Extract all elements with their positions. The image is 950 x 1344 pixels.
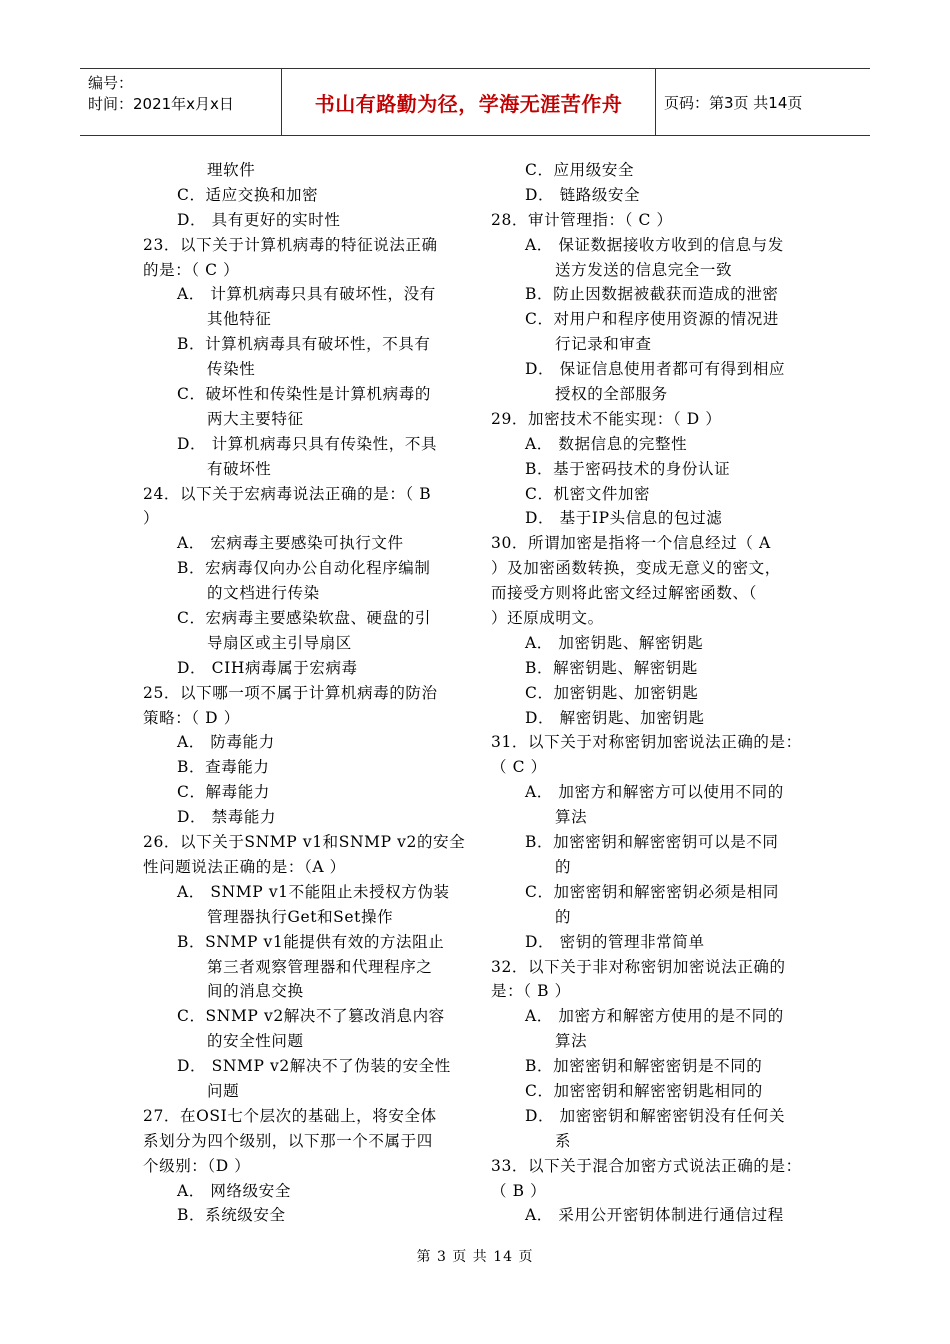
text-line: 24．以下关于宏病毒说法正确的是：（ B (143, 484, 432, 503)
text-line: （ C ） (491, 758, 547, 777)
text-line: 31．以下关于对称密钥加密说法正确的是： (491, 733, 802, 752)
text-line: D． 链路级安全 (525, 185, 641, 204)
text-line: C．对用户和程序使用资源的情况进 (525, 310, 779, 329)
text-line: C．解毒能力 (177, 783, 270, 802)
text-line: 系 (555, 1131, 572, 1150)
text-line: A． SNMP v1不能阻止未授权方伪装 (177, 882, 450, 901)
doc-number-label: 编号： (88, 74, 134, 92)
text-line: 导扇区或主引导扇区 (207, 633, 352, 652)
text-line: A． 加密方和解密方使用的是不同的 (525, 1007, 784, 1026)
text-line: C．机密文件加密 (525, 484, 651, 503)
text-line: B．防止因数据被截获而造成的泄密 (525, 285, 779, 304)
text-line: 25．以下哪一项不属于计算机病毒的防治 (143, 683, 438, 702)
text-line: 26．以下关于SNMP v1和SNMP v2的安全 (143, 833, 466, 852)
text-line: A． 加密钥匙、解密钥匙 (525, 633, 704, 652)
text-line: ）还原成明文。 (491, 609, 604, 628)
text-line: D． 密钥的管理非常简单 (525, 932, 705, 951)
text-line: 29．加密技术不能实现：（ D ） (491, 409, 722, 428)
text-line: 性问题说法正确的是：（A ） (143, 857, 346, 876)
text-line: B．查毒能力 (177, 758, 270, 777)
text-line: 33．以下关于混合加密方式说法正确的是： (491, 1156, 802, 1175)
text-line: 第三者观察管理器和代理程序之 (207, 957, 433, 976)
text-line: 送方发送的信息完全一致 (555, 260, 733, 279)
text-line: C．宏病毒主要感染软盘、硬盘的引 (177, 609, 431, 628)
text-line: D． 基于IP头信息的包过滤 (525, 509, 723, 528)
text-line: B．SNMP v1能提供有效的方法阻止 (177, 932, 445, 951)
text-line: 28．审计管理指：（ C ） (491, 210, 673, 229)
text-line: D． SNMP v2解决不了伪装的安全性 (177, 1057, 451, 1076)
text-line: 行记录和审查 (555, 335, 652, 354)
text-line: A． 加密方和解密方可以使用不同的 (525, 783, 784, 802)
right-column (491, 158, 811, 1228)
text-line: B．计算机病毒具有破坏性，不具有 (177, 335, 431, 354)
text-line: C．适应交换和加密 (177, 185, 319, 204)
text-line: 的 (555, 857, 572, 876)
text-line: 传染性 (207, 360, 256, 379)
text-line: C．破坏性和传染性是计算机病毒的 (177, 385, 431, 404)
text-line: 系划分为四个级别，以下那一个不属于四 (143, 1131, 433, 1150)
page-footer: 第 3 页 共 14 页 (416, 1249, 534, 1265)
doc-date-label: 时间：2021年x月x日 (88, 95, 234, 113)
text-line: 有破坏性 (207, 459, 272, 478)
text-line: B．解密钥匙、解密钥匙 (525, 658, 698, 677)
page-header (80, 68, 870, 136)
text-line: 理软件 (207, 161, 256, 179)
text-line: A． 计算机病毒只具有破坏性，没有 (177, 285, 436, 304)
text-line: B．加密密钥和解密密钥可以是不同 (525, 833, 779, 852)
left-column (143, 158, 466, 1228)
text-line: 其他特征 (207, 310, 272, 329)
text-line: 而接受方则将此密文经过解密函数、（ (491, 584, 757, 603)
text-line: 策略：（ D ） (143, 708, 240, 727)
text-line: C．加密密钥和解密密钥匙相同的 (525, 1081, 763, 1100)
text-line: 是：（ B ） (491, 982, 571, 1001)
text-line: D． 加密密钥和解密密钥没有任何关 (525, 1106, 786, 1125)
text-line: C．加密密钥和解密密钥必须是相同 (525, 882, 779, 901)
text-line: （ B ） (491, 1181, 547, 1200)
text-line: A． 宏病毒主要感染可执行文件 (177, 534, 404, 553)
text-line: 管理器执行Get和Set操作 (207, 907, 394, 926)
text-line: D． 解密钥匙、加密钥匙 (525, 708, 705, 727)
text-line: C．应用级安全 (525, 161, 635, 179)
text-line: 32．以下关于非对称密钥加密说法正确的 (491, 957, 786, 976)
text-line: ）及加密函数转换，变成无意义的密文， (491, 559, 781, 578)
text-line: A． 防毒能力 (177, 733, 275, 752)
text-line: 的是：（ C ） (143, 260, 240, 279)
text-line: D． 禁毒能力 (177, 808, 277, 827)
text-line: C．SNMP v2解决不了篡改消息内容 (177, 1007, 445, 1026)
text-line: 两大主要特征 (207, 409, 304, 428)
text-line: A． 数据信息的完整性 (525, 434, 688, 453)
text-line: D． CIH病毒属于宏病毒 (177, 658, 358, 677)
text-line: 算法 (555, 808, 588, 827)
text-line: ） (143, 509, 160, 528)
text-line: B．基于密码技术的身份认证 (525, 459, 731, 478)
text-line: 算法 (555, 1032, 588, 1051)
text-line: D． 保证信息使用者都可有得到相应 (525, 360, 786, 379)
text-line: C．加密钥匙、加密钥匙 (525, 683, 699, 702)
text-line: A． 保证数据接收方收到的信息与发 (525, 235, 784, 254)
text-line: 个级别：（D ） (143, 1156, 251, 1175)
text-line: 问题 (207, 1081, 240, 1100)
header-meta (80, 69, 282, 135)
text-line: 的安全性问题 (207, 1032, 304, 1051)
text-line: 间的消息交换 (207, 982, 304, 1001)
text-line: 30．所谓加密是指将一个信息经过（ A (491, 534, 771, 553)
text-line: 23．以下关于计算机病毒的特征说法正确 (143, 235, 438, 254)
text-line: D． 具有更好的实时性 (177, 210, 341, 229)
text-line: A． 网络级安全 (177, 1181, 291, 1200)
text-line: D． 计算机病毒只具有传染性，不具 (177, 434, 438, 453)
text-line: 的文档进行传染 (207, 584, 320, 603)
text-line: B．加密密钥和解密密钥是不同的 (525, 1057, 763, 1076)
header-motto: 书山有路勤为径，学海无涯苦作舟 (282, 69, 656, 135)
text-line: 27．在OSI七个层次的基础上，将安全体 (143, 1106, 437, 1125)
text-line: B．宏病毒仅向办公自动化程序编制 (177, 559, 431, 578)
text-line: B．系统级安全 (177, 1206, 286, 1225)
text-line: 的 (555, 907, 572, 926)
text-line: 授权的全部服务 (555, 385, 668, 404)
header-page-info: 页码：第3页 共14页 (664, 93, 803, 112)
text-line: A． 采用公开密钥体制进行通信过程 (525, 1206, 784, 1225)
